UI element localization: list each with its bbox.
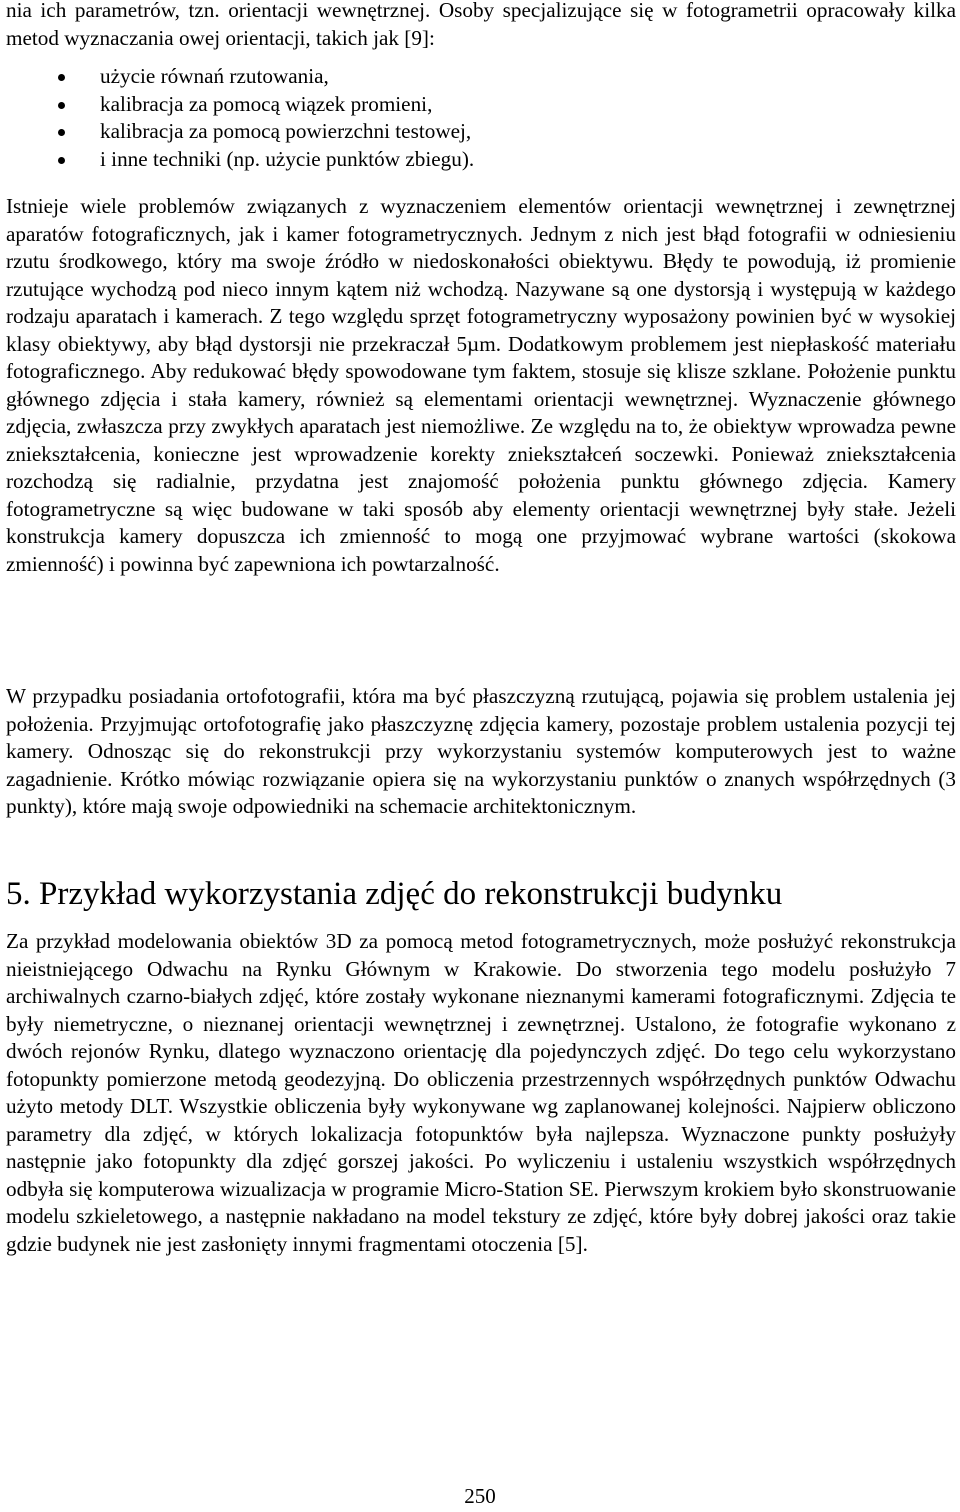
method-list — [6, 63, 956, 173]
list-item-text: kalibracja za pomocą powierzchni testowej, — [100, 119, 472, 143]
list-item-text: kalibracja za pomocą wiązek promieni, — [100, 91, 433, 116]
list-item-text: użycie równań rzutowania, — [100, 64, 329, 88]
list-item-text: i inne techniki (np. użycie punktów zbiegu). — [100, 146, 475, 171]
bullet-icon — [58, 74, 65, 81]
example-paragraph: Za przykład modelowania obiektów 3D za pomocą metod fotogrametrycznych, może posłużyć rekonstrukcja nieistniejącego Odwachu na Rynku Głównym w Krakowie. Do stworzenia tego modelu posłużyło 7 archiwalnych czarno-białych zdjęć, które zostały wykonane nieznanymi kamerami fotograficznymi. Zdjęcia te były niemetryczne, o nieznanej orientacji wewnętrznej i zewnętrznej. Ustalono, że fotografie wykonano z dwóch rejonów Rynku, dlatego wyznaczono orientację dla pojedynczych zdjęć. Do tego celu wykorzystano fotopunkty pomierzone metodą geodezyjną. Do obliczenia przestrzennych współrzędnych punktów Odwachu użyto metody DLT. Wszystkie obliczenia były wykonywane wg zaplanowanej kolejności. Najpierw obliczono parametry dla zdjęć, w których lokalizacja fotopunktów była najlepsza. Wyznaczone punkty posłużyły następnie jako fotopunkty dla zdjęć gorszej jakości. Po wyliczeniu i ustaleniu wszystkich współrzędnych odbyła się komputerowa wizualizacja w programie Micro-Station SE. Pierwszym krokiem było skonstruowanie modelu szkieletowego, a następnie nakładano na model tekstury ze zdjęć, które były dobrej jakości oraz takie gdzie budynek nie jest zasłonięty innymi fragmentami otoczenia [5]. — [6, 929, 956, 1256]
problems-paragraph: Istnieje wiele problemów związanych z wyznaczeniem elementów orientacji wewnętrznej i zewnętrznej aparatów fotograficznych, jak i kamer fotogrametrycznych. Jednym z nich jest błąd fotografii w odniesieniu rzutu środkowego, który ma swoje źródło w niedoskonałości obiektywu. Błędy te powodują, iż promienie rzutujące wychodzą pod nieco innym kątem niż wchodzą. Nazywane są one dystorsją i występują w każdego rodzaju aparatach i kamerach. Z tego względu sprzęt fotogrametryczny wyposażony powinien być w wysokiej klasy obiektywy, aby błąd dystorsji nie przekraczał 5µm. Dodatkowym problemem jest niepłaskość materiału fotograficznego. Aby redukować błędy spowodowane tym faktem, stosuje się klisze szklane. Położenie punktu głównego zdjęcia i stała kamery, również są elementami orientacji wewnętrznej. Wyznaczenie głównego zdjęcia, zwłaszcza przy zwykłych aparatach jest niemożliwe. Ze względu na to, że obiektyw wprowadza pewne zniekształcenia, konieczne jest wprowadzenie korekty zniekształceń soczewki. Ponieważ zniekształcenia rozchodzą się radialnie, przydatna jest znajomość położenia punktu głównego zdjęcia. Kamery fotogrametryczne są więc budowane w taki sposób aby elementy orientacji wewnętrznej były stałe. Jeżeli konstrukcja kamery dopuszcza ich zmienność to mogą one przyjmować wybrane wartości (skokowa zmienność) i powinna być zapewniona ich powtarzalność. — [6, 194, 956, 576]
section-heading: 5. Przykład wykorzystania zdjęć do rekonstrukcji budynku — [6, 876, 783, 912]
page-number: 250 — [464, 1484, 496, 1508]
list-item — [6, 146, 956, 174]
list-item — [6, 91, 956, 119]
list-item — [6, 118, 956, 146]
document-page — [6, 0, 956, 1512]
orthophoto-paragraph: W przypadku posiadania ortofotografii, która ma być płaszczyzną rzutującą, pojawia się problem ustalenia jej położenia. Przyjmując ortofotografię jako płaszczyznę zdjęcia kamery, pozostaje problem ustalenia pozycji tej kamery. Odnosząc się do rekonstrukcji przy wykorzystaniu systemów komputerowych jest to ważne zagadnienie. Krótko mówiąc rozwiązanie opiera się na wykorzystaniu punktów o znanych współrzędnych (3 punkty), które mają swoje odpowiedniki na schemacie architektonicznym. — [6, 684, 956, 818]
intro-paragraph: nia ich parametrów, tzn. orientacji wewnętrznej. Osoby specjalizujące się w fotogrametrii opracowały kilka metod wyznaczania owej orientacji, takich jak [9]: — [6, 0, 956, 50]
bullet-icon — [58, 157, 65, 164]
bullet-icon — [58, 129, 65, 136]
list-item — [6, 63, 956, 91]
bullet-icon — [58, 102, 65, 109]
